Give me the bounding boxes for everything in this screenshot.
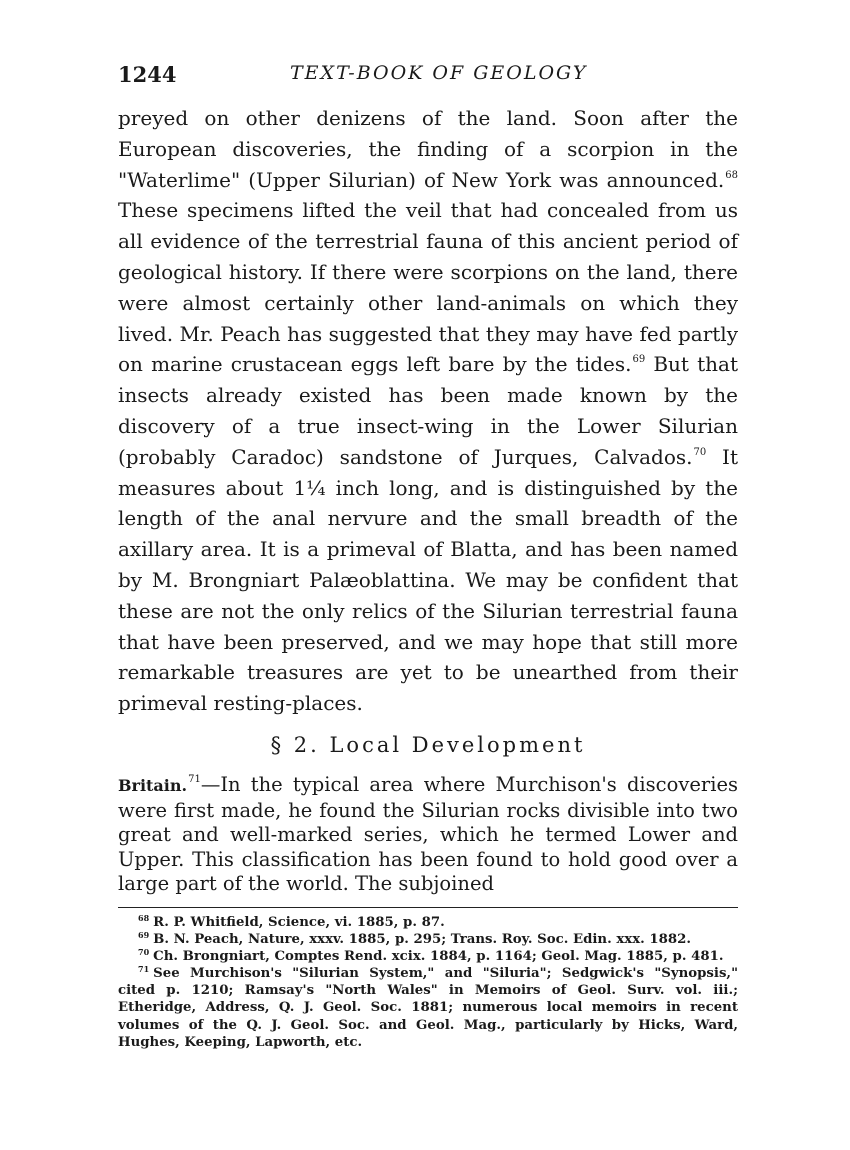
text-segment: preyed on other denizens of the land. Soon after the European discoveries, the finding of a scorpion in the "Waterlime" (Upper Silurian) of New York was announced. <box>118 106 738 192</box>
page-number: 1244 <box>118 62 177 87</box>
footnote-ref: 68 <box>725 169 738 181</box>
footnote-mark: 70 <box>138 947 150 958</box>
footnote-mark: 71 <box>138 964 150 975</box>
footnote-mark: 69 <box>138 930 150 941</box>
footnote-text: R. P. Whitfield, Science, vi. 1885, p. 87. <box>153 915 445 930</box>
footnotes <box>118 914 738 1051</box>
text-segment: —In the typical area where Murchison's discoveries were first made, he found the Silurian rocks divisible into two great and well-marked series, which he termed Lower and Upper. This classification has been found to hold good over a large part of the world. The subjoined <box>118 773 738 896</box>
section-paragraph <box>118 773 738 897</box>
body-paragraph <box>118 103 738 719</box>
page-header <box>118 62 738 92</box>
footnote-ref: 71 <box>188 774 201 785</box>
footnote <box>118 914 738 931</box>
section-lead: Britain. <box>118 776 188 795</box>
footnote <box>118 948 738 965</box>
footnote <box>118 965 738 1050</box>
paragraph-text <box>118 773 738 897</box>
text-segment: But that insects already existed has been made known by the discovery of a true insect-wing in the Lower Silurian (probably Caradoc) sandstone of Jurques, Calvados. <box>118 352 738 469</box>
footnote-mark: 68 <box>138 913 150 923</box>
text-segment: It measures about 1¼ inch long, and is distinguished by the length of the anal nervure and the small breadth of the axillary area. It is a primeval of Blatta, and has been named by M. Brongniart Palæoblattina. We may be confident that these are not the only relics of the Silurian terrestrial fauna that have been preserved, and we may hope that still more remarkable treasures are yet to be unearthed from their primeval resting-places. <box>118 444 738 716</box>
footnote-rule <box>118 907 738 908</box>
text-segment: These specimens lifted the veil that had concealed from us all evidence of the terrestrial fauna of this ancient period of geological history. If there were scorpions on the land, there were almost certainly other land-animals on which they lived. Mr. Peach has suggested that they may have fed partly on marine crustacean eggs left bare by the tides. <box>118 198 738 377</box>
paragraph-text <box>118 103 738 719</box>
section-heading: § 2. Local Development <box>270 733 586 757</box>
footnote-ref: 69 <box>632 354 646 366</box>
footnote <box>118 931 738 948</box>
footnote-text: Ch. Brongniart, Comptes Rend. xcix. 1884, p. 1164; Geol. Mag. 1885, p. 481. <box>153 949 724 965</box>
footnote-text: B. N. Peach, Nature, xxxv. 1885, p. 295; Trans. Roy. Soc. Edin. xxx. 1882. <box>153 932 692 948</box>
footnote-ref: 70 <box>693 446 707 458</box>
footnote-text: See Murchison's "Silurian System," and "Siluria"; Sedgwick's "Synopsis," cited p. 1210; Ramsay's "North Wales" in Memoirs of Geol. Surv. vol. iii.; Etheridge, Address, Q. J. Geol. Soc. 1881; numerous local memoirs in recent volumes of the Q. J. Geol. Soc. and Geol. Mag., particularly by Hicks, Ward, Hughes, Keeping, Lapworth, etc. <box>118 966 738 1050</box>
running-head: TEXT-BOOK OF GEOLOGY <box>290 62 588 84</box>
